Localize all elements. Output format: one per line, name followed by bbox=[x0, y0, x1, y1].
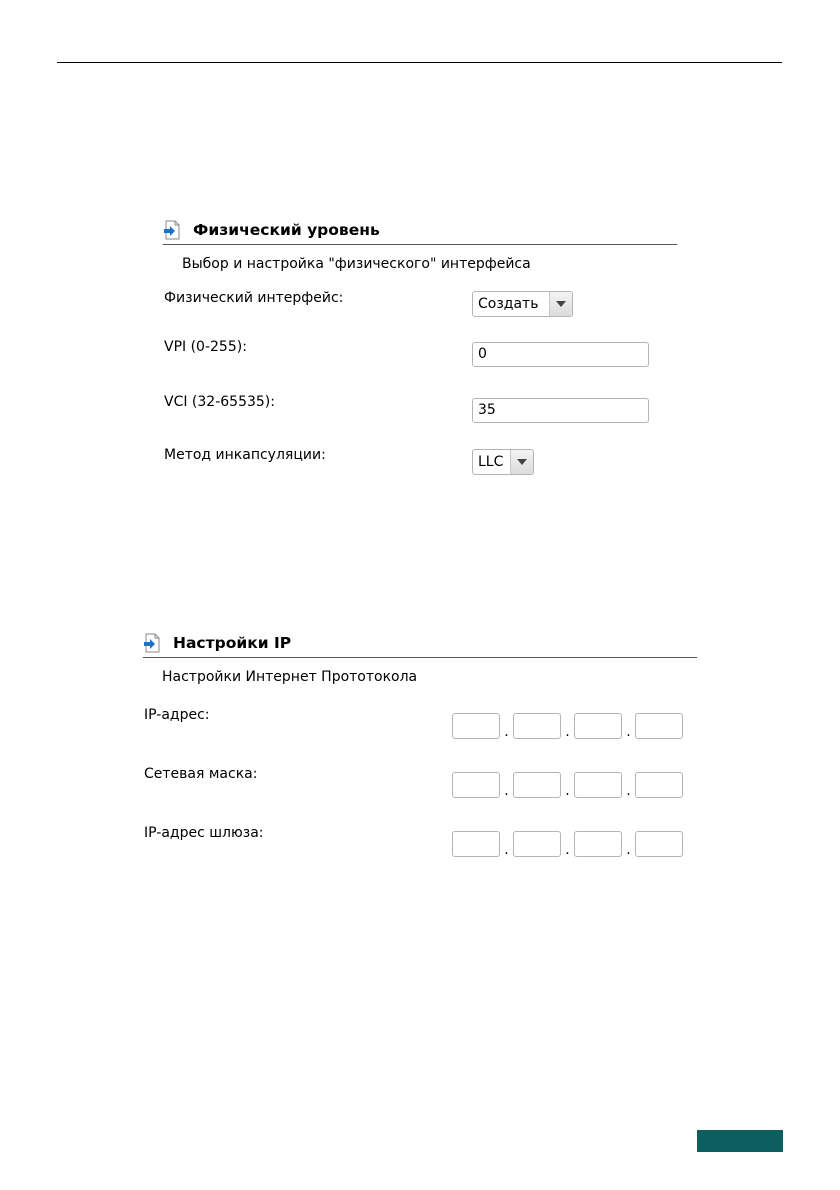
mask-octet-3[interactable] bbox=[574, 772, 622, 798]
encapsulation-select[interactable] bbox=[472, 449, 534, 475]
encapsulation-label: Метод инкапсуляции: bbox=[164, 447, 326, 463]
gateway-octet-4[interactable] bbox=[635, 831, 683, 857]
vpi-input[interactable]: 0 bbox=[472, 342, 649, 367]
octet-separator: . bbox=[504, 783, 509, 799]
interface-label: Физический интерфейс: bbox=[164, 290, 344, 306]
vci-label: VCI (32-65535): bbox=[164, 394, 275, 410]
vpi-label: VPI (0-255): bbox=[164, 339, 247, 355]
vci-input[interactable]: 35 bbox=[472, 398, 649, 423]
gateway-label: IP-адрес шлюза: bbox=[144, 825, 264, 841]
ip-settings-subtitle: Настройки Интернет Прототокола bbox=[162, 669, 418, 685]
octet-separator: . bbox=[626, 783, 631, 799]
octet-separator: . bbox=[626, 842, 631, 858]
page-arrow-icon bbox=[163, 220, 181, 240]
gateway-octet-2[interactable] bbox=[513, 831, 561, 857]
netmask-field bbox=[452, 772, 683, 798]
chevron-down-icon[interactable] bbox=[549, 292, 572, 316]
physical-layer-section bbox=[163, 218, 677, 478]
physical-layer-subtitle: Выбор и настройка "физического" интерфейса bbox=[182, 256, 531, 272]
ip-settings-header bbox=[143, 631, 291, 655]
octet-separator: . bbox=[504, 842, 509, 858]
octet-separator: . bbox=[504, 724, 509, 740]
ip-settings-rule bbox=[143, 657, 697, 658]
interface-select-value: Создать bbox=[478, 296, 539, 312]
interface-select[interactable] bbox=[472, 291, 573, 317]
page-number-tab bbox=[697, 1130, 783, 1152]
ip-octet-2[interactable] bbox=[513, 713, 561, 739]
netmask-label: Сетевая маска: bbox=[144, 766, 258, 782]
ip-address-label: IP-адрес: bbox=[144, 707, 210, 723]
gateway-octet-3[interactable] bbox=[574, 831, 622, 857]
mask-octet-4[interactable] bbox=[635, 772, 683, 798]
encapsulation-select-value: LLC bbox=[478, 454, 504, 470]
gateway-field bbox=[452, 831, 683, 857]
octet-separator: . bbox=[565, 842, 570, 858]
ip-octet-1[interactable] bbox=[452, 713, 500, 739]
page-top-rule bbox=[57, 62, 782, 63]
physical-layer-rule bbox=[163, 244, 677, 245]
chevron-down-icon[interactable] bbox=[510, 450, 533, 474]
gateway-octet-1[interactable] bbox=[452, 831, 500, 857]
octet-separator: . bbox=[565, 724, 570, 740]
ip-octet-4[interactable] bbox=[635, 713, 683, 739]
ip-settings-section bbox=[143, 631, 697, 861]
octet-separator: . bbox=[626, 724, 631, 740]
ip-settings-title: Настройки IP bbox=[173, 634, 292, 652]
ip-octet-3[interactable] bbox=[574, 713, 622, 739]
mask-octet-1[interactable] bbox=[452, 772, 500, 798]
physical-layer-header bbox=[163, 218, 380, 242]
physical-layer-title: Физический уровень bbox=[193, 221, 380, 239]
ip-address-field bbox=[452, 713, 683, 739]
mask-octet-2[interactable] bbox=[513, 772, 561, 798]
octet-separator: . bbox=[565, 783, 570, 799]
page-arrow-icon bbox=[143, 633, 161, 653]
